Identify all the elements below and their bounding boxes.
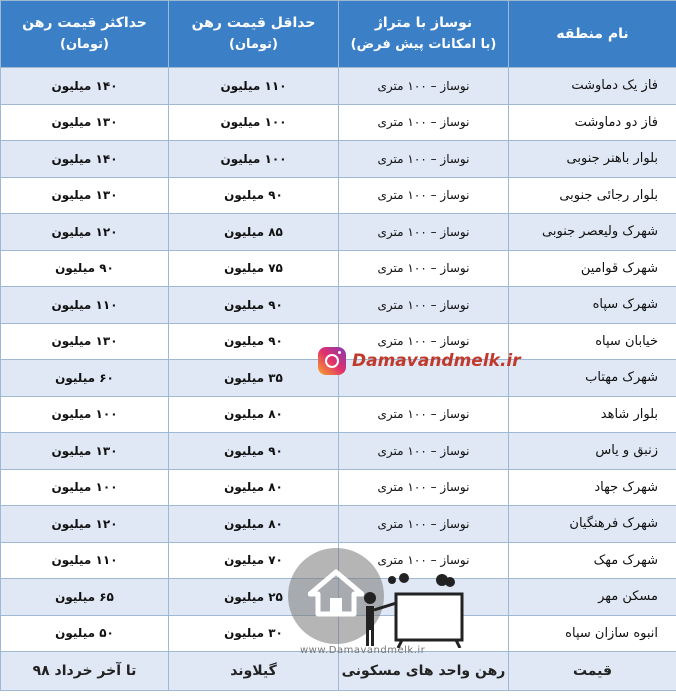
min-price-cell: ۱۱۰ میلیون <box>169 68 339 105</box>
table-row <box>1 177 676 214</box>
min-price-cell: ۳۵ میلیون <box>169 360 339 397</box>
size-cell: نوساز – ۱۰۰ متری <box>339 104 509 141</box>
header-size: نوساز با متراژ (با امکانات پیش فرض) <box>339 1 509 68</box>
region-cell: بلوار شاهد <box>509 396 676 433</box>
region-cell: انبوه سازان سپاه <box>509 615 676 652</box>
max-price-cell: ۱۳۰ میلیون <box>1 323 169 360</box>
max-price-cell: ۱۳۰ میلیون <box>1 177 169 214</box>
footer-price: قیمت <box>509 652 676 691</box>
max-price-cell: ۱۰۰ میلیون <box>1 396 169 433</box>
max-price-cell: ۶۰ میلیون <box>1 360 169 397</box>
size-cell: نوساز – ۱۰۰ متری <box>339 214 509 251</box>
size-cell: نوساز – ۱۰۰ متری <box>339 469 509 506</box>
region-cell: خیابان سپاه <box>509 323 676 360</box>
min-price-cell: ۹۰ میلیون <box>169 433 339 470</box>
table-row <box>1 287 676 324</box>
footer-rent-units: رهن واحد های مسکونی <box>339 652 509 691</box>
min-price-cell: ۲۵ میلیون <box>169 579 339 616</box>
header-region: نام منطقه <box>509 1 676 68</box>
region-cell: شهرک فرهنگیان <box>509 506 676 543</box>
region-cell: شهرک مهک <box>509 542 676 579</box>
website-url: www.Damavandmelk.ir <box>300 645 426 656</box>
region-cell: مسکن مهر <box>509 579 676 616</box>
min-price-cell: ۱۰۰ میلیون <box>169 104 339 141</box>
max-price-cell: ۱۰۰ میلیون <box>1 469 169 506</box>
max-price-cell: ۱۳۰ میلیون <box>1 433 169 470</box>
table-row <box>1 396 676 433</box>
footer-location: گیلاوند <box>169 652 339 691</box>
size-cell: نوساز – ۱۰۰ متری <box>339 141 509 178</box>
size-cell: نوساز – ۱۰۰ متری <box>339 542 509 579</box>
table-row <box>1 214 676 251</box>
size-cell: نوساز – ۱۰۰ متری <box>339 177 509 214</box>
region-cell: فاز یک دماوشت <box>509 68 676 105</box>
region-cell: بلوار رجائی جنوبی <box>509 177 676 214</box>
region-cell: شهرک ولیعصر جنوبی <box>509 214 676 251</box>
max-price-cell: ۱۲۰ میلیون <box>1 214 169 251</box>
min-price-cell: ۹۰ میلیون <box>169 287 339 324</box>
min-price-cell: ۷۰ میلیون <box>169 542 339 579</box>
max-price-cell: ۵۰ میلیون <box>1 615 169 652</box>
max-price-cell: ۱۱۰ میلیون <box>1 287 169 324</box>
min-price-cell: ۳۰ میلیون <box>169 615 339 652</box>
min-price-cell: ۸۰ میلیون <box>169 506 339 543</box>
table-row <box>1 250 676 287</box>
min-price-cell: ۷۵ میلیون <box>169 250 339 287</box>
presenter-board-icon <box>356 570 474 648</box>
size-cell: نوساز – ۱۰۰ متری <box>339 287 509 324</box>
footer-date: تا آخر خرداد ۹۸ <box>1 652 169 691</box>
table-row <box>1 506 676 543</box>
table-row <box>1 469 676 506</box>
min-price-cell: ۸۰ میلیون <box>169 469 339 506</box>
table-header-row <box>1 1 676 68</box>
region-cell: شهرک جهاد <box>509 469 676 506</box>
region-cell: بلوار باهنر جنوبی <box>509 141 676 178</box>
max-price-cell: ۱۲۰ میلیون <box>1 506 169 543</box>
table-row <box>1 104 676 141</box>
size-cell: نوساز – ۱۰۰ متری <box>339 506 509 543</box>
max-price-cell: ۶۵ میلیون <box>1 579 169 616</box>
table-footer-row <box>1 652 676 691</box>
region-cell: فاز دو دماوشت <box>509 104 676 141</box>
header-min-price: حداقل قیمت رهن (تومان) <box>169 1 339 68</box>
size-cell: نوساز – ۱۰۰ متری <box>339 433 509 470</box>
region-cell: شهرک مهتاب <box>509 360 676 397</box>
instagram-icon <box>318 347 346 375</box>
size-cell: نوساز – ۱۰۰ متری <box>339 250 509 287</box>
min-price-cell: ۹۰ میلیون <box>169 177 339 214</box>
max-price-cell: ۱۴۰ میلیون <box>1 141 169 178</box>
watermark-text: Damavandmelk.ir <box>352 351 521 371</box>
region-cell: شهرک سپاه <box>509 287 676 324</box>
table-row <box>1 433 676 470</box>
instagram-watermark <box>318 347 521 375</box>
max-price-cell: ۱۳۰ میلیون <box>1 104 169 141</box>
size-cell: نوساز – ۱۰۰ متری <box>339 396 509 433</box>
min-price-cell: ۱۰۰ میلیون <box>169 141 339 178</box>
max-price-cell: ۹۰ میلیون <box>1 250 169 287</box>
size-cell: نوساز – ۱۰۰ متری <box>339 68 509 105</box>
header-max-price: حداکثر قیمت رهن (تومان) <box>1 1 169 68</box>
min-price-cell: ۸۵ میلیون <box>169 214 339 251</box>
max-price-cell: ۱۴۰ میلیون <box>1 68 169 105</box>
size-cell: نوساز – ۱۰۰ متری <box>339 323 509 360</box>
min-price-cell: ۸۰ میلیون <box>169 396 339 433</box>
table-row <box>1 141 676 178</box>
max-price-cell: ۱۱۰ میلیون <box>1 542 169 579</box>
region-cell: زنبق و یاس <box>509 433 676 470</box>
region-cell: شهرک قوامین <box>509 250 676 287</box>
table-row <box>1 68 676 105</box>
min-price-cell: ۹۰ میلیون <box>169 323 339 360</box>
